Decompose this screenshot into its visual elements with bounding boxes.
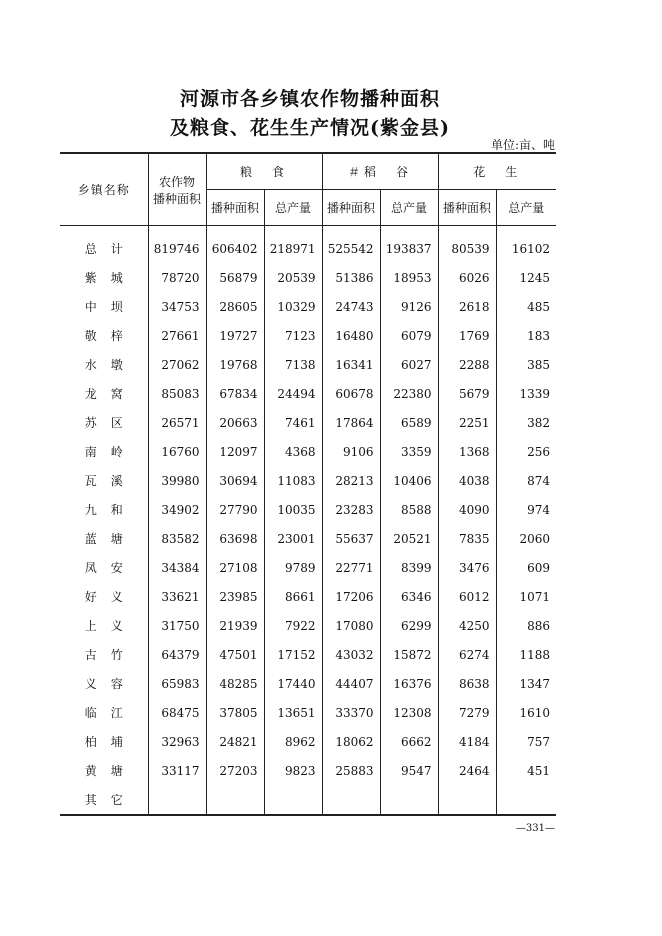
town-name-cell: 紫城: [84, 271, 137, 285]
cell-rice-area: 44407: [322, 669, 380, 698]
cell-grain-area: 47501: [206, 640, 264, 669]
cell-rice-area: 17864: [322, 408, 380, 437]
cell-rice-output: 12308: [380, 698, 438, 727]
table-row: [60, 524, 556, 553]
table-row: [60, 408, 556, 437]
cell-grain-output: 218971: [264, 226, 322, 264]
cell-rice-output: 20521: [380, 524, 438, 553]
unit-label: 单位:亩、吨: [490, 138, 555, 152]
header-crop-area-line1: 农作物: [158, 174, 195, 189]
table-row: [60, 553, 556, 582]
cell-rice-area: 33370: [322, 698, 380, 727]
cell-peanut-output: 1188: [496, 640, 556, 669]
cell-grain-output: 7123: [264, 321, 322, 350]
cell-grain-output: 20539: [264, 263, 322, 292]
cell-peanut-output: 757: [496, 727, 556, 756]
cell-rice-area: 525542: [322, 226, 380, 264]
cell-grain-area: 48285: [206, 669, 264, 698]
cell-rice-area: 55637: [322, 524, 380, 553]
cell-grain-area: 27108: [206, 553, 264, 582]
cell-crop: 34902: [148, 495, 206, 524]
cell-rice-output: 6027: [380, 350, 438, 379]
cell-grain-output: 10329: [264, 292, 322, 321]
cell-rice-area: 28213: [322, 466, 380, 495]
cell-peanut-area: 7279: [438, 698, 496, 727]
page-title-line2: 及粮食、花生生产情况(紫金县): [170, 117, 450, 139]
cell-peanut-output: 874: [496, 466, 556, 495]
cell-rice-output: 6589: [380, 408, 438, 437]
town-name-cell: 九和: [84, 503, 137, 517]
cell-rice-area: 18062: [322, 727, 380, 756]
cell-crop: 65983: [148, 669, 206, 698]
cell-peanut-area: 2288: [438, 350, 496, 379]
cell-grain-area: 23985: [206, 582, 264, 611]
table-row: [60, 437, 556, 466]
header-crop-area-line2: 播种面积: [152, 191, 201, 206]
cell-peanut-output: 16102: [496, 226, 556, 264]
table-row: [60, 669, 556, 698]
cell-grain-output: 10035: [264, 495, 322, 524]
town-name-cell: 黄塘: [84, 764, 137, 778]
cell-grain-output: 7138: [264, 350, 322, 379]
town-name-cell: 柏埔: [84, 735, 137, 749]
town-name-cell: 临江: [84, 706, 137, 720]
cell-grain-area: 12097: [206, 437, 264, 466]
cell-peanut-output: 2060: [496, 524, 556, 553]
header-rice-area: 播种面积: [322, 190, 380, 226]
cell-rice-area: 25883: [322, 756, 380, 785]
cell-peanut-output: 1339: [496, 379, 556, 408]
town-name-cell: 苏区: [84, 416, 137, 430]
table-row: [60, 321, 556, 350]
cell-grain-area: 67834: [206, 379, 264, 408]
cell-grain-output: [264, 785, 322, 815]
town-name-cell: 中坝: [84, 300, 137, 314]
town-name-cell: 好义: [84, 590, 137, 604]
cell-rice-area: 22771: [322, 553, 380, 582]
cell-grain-output: 7922: [264, 611, 322, 640]
cell-peanut-area: 5679: [438, 379, 496, 408]
cell-crop: 85083: [148, 379, 206, 408]
cell-peanut-area: 3476: [438, 553, 496, 582]
cell-peanut-output: 451: [496, 756, 556, 785]
cell-rice-output: 6662: [380, 727, 438, 756]
cell-grain-output: 23001: [264, 524, 322, 553]
cell-crop: 33117: [148, 756, 206, 785]
table-row: [60, 756, 556, 785]
header-peanut-output: 总产量: [496, 190, 556, 226]
cell-crop: 33621: [148, 582, 206, 611]
cell-grain-area: 21939: [206, 611, 264, 640]
cell-rice-output: [380, 785, 438, 815]
table-header: [60, 153, 556, 226]
cell-crop: 64379: [148, 640, 206, 669]
cell-peanut-area: 80539: [438, 226, 496, 264]
cell-peanut-output: 256: [496, 437, 556, 466]
crop-table: [60, 152, 556, 816]
table-row: [60, 727, 556, 756]
header-peanut-area: 播种面积: [438, 190, 496, 226]
cell-grain-area: 63698: [206, 524, 264, 553]
cell-rice-output: 15872: [380, 640, 438, 669]
table-row: [60, 226, 556, 264]
cell-crop: [148, 785, 206, 815]
cell-peanut-output: [496, 785, 556, 815]
cell-peanut-area: 7835: [438, 524, 496, 553]
page-title-line1: 河源市各乡镇农作物播种面积: [179, 88, 440, 110]
cell-peanut-area: 6274: [438, 640, 496, 669]
cell-rice-output: 16376: [380, 669, 438, 698]
cell-grain-output: 17152: [264, 640, 322, 669]
table-row: [60, 611, 556, 640]
table-row: [60, 640, 556, 669]
cell-rice-area: [322, 785, 380, 815]
cell-rice-area: 17206: [322, 582, 380, 611]
town-name-cell: 古竹: [84, 648, 137, 662]
cell-peanut-output: 974: [496, 495, 556, 524]
cell-peanut-area: 2618: [438, 292, 496, 321]
table-row: [60, 466, 556, 495]
cell-peanut-output: 382: [496, 408, 556, 437]
table-row: [60, 495, 556, 524]
cell-grain-area: 27790: [206, 495, 264, 524]
cell-rice-output: 18953: [380, 263, 438, 292]
cell-grain-output: 7461: [264, 408, 322, 437]
cell-peanut-area: 6012: [438, 582, 496, 611]
header-peanut: 花 生: [438, 153, 556, 190]
town-name-cell: 龙窝: [84, 387, 137, 401]
cell-crop: 819746: [148, 226, 206, 264]
cell-peanut-area: 8638: [438, 669, 496, 698]
cell-rice-output: 9547: [380, 756, 438, 785]
table-row: [60, 292, 556, 321]
cell-grain-output: 11083: [264, 466, 322, 495]
cell-peanut-output: 183: [496, 321, 556, 350]
cell-peanut-output: 886: [496, 611, 556, 640]
cell-grain-output: 4368: [264, 437, 322, 466]
cell-rice-area: 43032: [322, 640, 380, 669]
cell-peanut-area: 1368: [438, 437, 496, 466]
cell-grain-output: 9823: [264, 756, 322, 785]
cell-rice-output: 193837: [380, 226, 438, 264]
cell-rice-output: 3359: [380, 437, 438, 466]
header-grain-area: 播种面积: [206, 190, 264, 226]
table-row: [60, 379, 556, 408]
table-row: [60, 263, 556, 292]
cell-crop: 16760: [148, 437, 206, 466]
cell-peanut-area: 6026: [438, 263, 496, 292]
cell-rice-output: 10406: [380, 466, 438, 495]
town-name-cell: 其它: [84, 793, 137, 807]
town-name-cell: 蓝塘: [84, 532, 137, 546]
table-body: [60, 226, 556, 816]
cell-rice-output: 8399: [380, 553, 438, 582]
town-name-cell: 瓦溪: [84, 474, 137, 488]
cell-rice-area: 17080: [322, 611, 380, 640]
cell-rice-output: 6346: [380, 582, 438, 611]
cell-grain-output: 17440: [264, 669, 322, 698]
town-name-cell: 南岭: [84, 445, 137, 459]
cell-peanut-output: 385: [496, 350, 556, 379]
cell-grain-area: 30694: [206, 466, 264, 495]
cell-grain-area: 20663: [206, 408, 264, 437]
cell-grain-output: 24494: [264, 379, 322, 408]
cell-peanut-area: 4038: [438, 466, 496, 495]
cell-crop: 27661: [148, 321, 206, 350]
cell-peanut-output: 609: [496, 553, 556, 582]
page-number: —331—: [515, 823, 555, 834]
cell-grain-area: 24821: [206, 727, 264, 756]
cell-grain-output: 13651: [264, 698, 322, 727]
cell-crop: 26571: [148, 408, 206, 437]
header-grain-output: 总产量: [264, 190, 322, 226]
cell-grain-area: 56879: [206, 263, 264, 292]
cell-grain-area: 19727: [206, 321, 264, 350]
cell-grain-area: 37805: [206, 698, 264, 727]
cell-rice-area: 16341: [322, 350, 380, 379]
town-name-cell: 总计: [84, 242, 137, 256]
header-grain: 粮 食: [206, 153, 322, 190]
header-rice: ＃稻 谷: [322, 153, 438, 190]
cell-rice-output: 8588: [380, 495, 438, 524]
cell-crop: 39980: [148, 466, 206, 495]
cell-crop: 32963: [148, 727, 206, 756]
cell-peanut-output: 1347: [496, 669, 556, 698]
cell-crop: 34753: [148, 292, 206, 321]
header-crop-area: [148, 153, 206, 226]
cell-peanut-area: 4184: [438, 727, 496, 756]
cell-peanut-output: 1071: [496, 582, 556, 611]
table-row: [60, 350, 556, 379]
town-name-cell: 上义: [84, 619, 137, 633]
table-row: [60, 698, 556, 727]
table-row: [60, 582, 556, 611]
cell-rice-area: 60678: [322, 379, 380, 408]
cell-peanut-area: 2464: [438, 756, 496, 785]
cell-rice-area: 24743: [322, 292, 380, 321]
cell-rice-output: 22380: [380, 379, 438, 408]
town-name-cell: 敬梓: [84, 329, 137, 343]
cell-peanut-area: 2251: [438, 408, 496, 437]
cell-peanut-area: 4250: [438, 611, 496, 640]
cell-rice-area: 16480: [322, 321, 380, 350]
cell-crop: 34384: [148, 553, 206, 582]
cell-grain-output: 9789: [264, 553, 322, 582]
cell-grain-output: 8962: [264, 727, 322, 756]
town-name-cell: 义容: [84, 677, 137, 691]
cell-crop: 78720: [148, 263, 206, 292]
cell-grain-area: 606402: [206, 226, 264, 264]
town-name-cell: 水墩: [84, 358, 137, 372]
cell-rice-output: 6299: [380, 611, 438, 640]
cell-rice-area: 23283: [322, 495, 380, 524]
cell-grain-area: [206, 785, 264, 815]
cell-grain-area: 19768: [206, 350, 264, 379]
cell-grain-area: 27203: [206, 756, 264, 785]
header-rice-output: 总产量: [380, 190, 438, 226]
cell-peanut-area: 1769: [438, 321, 496, 350]
cell-crop: 68475: [148, 698, 206, 727]
cell-peanut-area: [438, 785, 496, 815]
cell-grain-area: 28605: [206, 292, 264, 321]
cell-crop: 27062: [148, 350, 206, 379]
header-town: 乡镇名称: [60, 153, 148, 226]
cell-crop: 31750: [148, 611, 206, 640]
cell-grain-output: 8661: [264, 582, 322, 611]
cell-crop: 83582: [148, 524, 206, 553]
cell-peanut-output: 1610: [496, 698, 556, 727]
cell-peanut-area: 4090: [438, 495, 496, 524]
cell-rice-area: 51386: [322, 263, 380, 292]
cell-peanut-output: 1245: [496, 263, 556, 292]
cell-peanut-output: 485: [496, 292, 556, 321]
table-row: [60, 785, 556, 815]
town-name-cell: 凤安: [84, 561, 137, 575]
cell-rice-output: 6079: [380, 321, 438, 350]
cell-rice-output: 9126: [380, 292, 438, 321]
cell-rice-area: 9106: [322, 437, 380, 466]
